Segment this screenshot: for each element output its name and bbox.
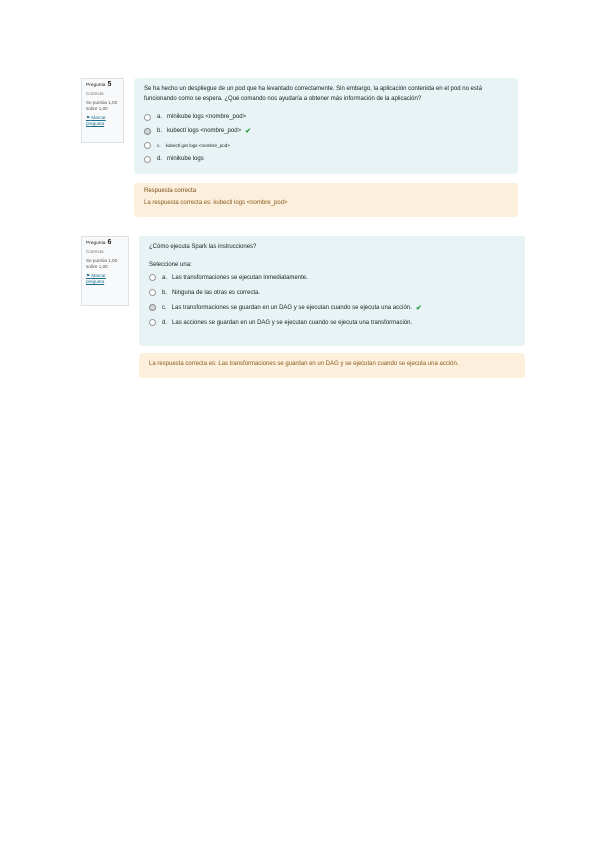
answer-letter: a. — [157, 114, 163, 120]
flag-question-link[interactable] — [86, 115, 119, 127]
question-content-6 — [139, 236, 525, 346]
radio-button[interactable] — [149, 289, 156, 296]
question-label: Pregunta — [86, 241, 106, 246]
question-content-5 — [134, 78, 518, 174]
question-grade: Se puntúa 1,00 sobre 1,00 — [86, 100, 118, 111]
answer-letter: c. — [162, 304, 167, 311]
answer-option-a[interactable] — [149, 270, 515, 285]
flag-question-label: Marcar pregunta — [86, 115, 106, 126]
radio-button[interactable] — [144, 142, 151, 149]
radio-button-selected[interactable] — [149, 304, 156, 311]
question-number: 6 — [107, 239, 112, 246]
checkmark-icon: ✔ — [245, 128, 251, 135]
answer-option-d[interactable] — [149, 315, 515, 330]
radio-button[interactable] — [149, 274, 156, 281]
answer-prompt: Seleccione una: — [149, 262, 192, 268]
feedback-title: Respuesta correcta — [144, 188, 197, 194]
answer-text: Las transformaciones se guardan en un DAG y se ejecutan cuando se ejecuta una acción. — [171, 304, 412, 311]
radio-button[interactable] — [144, 114, 151, 121]
question-label: Pregunta — [86, 83, 106, 88]
feedback-text: La respuesta correcta es: kubectl logs <nombre_pod> — [144, 200, 288, 206]
answer-text: kubectl get logs <nombre_pod> — [165, 142, 230, 148]
question-number: 5 — [107, 81, 112, 88]
answer-text: kubectl logs <nombre_pod> — [167, 128, 242, 134]
feedback-text: La respuesta correcta es: Las transformaciones se guardan en un DAG y se ejecutan cuando se ejecuta una acción. — [149, 361, 459, 367]
question-grade: Se puntúa 1,00 sobre 1,00 — [86, 258, 118, 269]
answer-option-c[interactable] — [149, 300, 515, 315]
answer-text: Ninguna de las otras es correcta. — [172, 289, 261, 296]
answer-text: Las acciones se guardan en un DAG y se ejecutan cuando se ejecuta una transformación. — [172, 319, 413, 326]
answer-letter: a. — [162, 274, 168, 281]
feedback-box-5 — [134, 183, 518, 217]
answer-letter: d. — [157, 156, 163, 162]
answer-letter: b. — [162, 289, 168, 296]
answer-text: minikube logs <nombre_pod> — [167, 114, 247, 120]
radio-button-selected[interactable] — [144, 128, 151, 135]
question-text: Se ha hecho un despliegue de un pod que ha levantado correctamente. Sin embargo, la aplicación contenida en el pod no está funcionando como se espera. ¿Qué comando nos ayudaría a obtener más información de la aplicación? — [144, 86, 482, 102]
answer-letter: b. — [157, 128, 163, 134]
question-text: ¿Cómo ejecuta Spark las instrucciones? — [149, 244, 257, 250]
radio-button[interactable] — [144, 156, 151, 163]
feedback-box-6 — [139, 353, 525, 378]
question-info-5 — [81, 78, 124, 143]
flag-icon: ⚑ — [86, 273, 91, 278]
answer-text: Las transformaciones se ejecutan inmediatamente. — [172, 274, 308, 281]
checkmark-icon: ✔ — [415, 304, 422, 312]
flag-question-label: Marcar pregunta — [86, 273, 106, 284]
answer-option-a[interactable] — [144, 110, 508, 124]
answer-option-d[interactable] — [144, 152, 508, 166]
answer-list — [144, 110, 508, 166]
question-info-6 — [81, 236, 129, 306]
question-state: Correcta — [86, 249, 104, 254]
answer-option-b[interactable] — [144, 124, 508, 138]
answer-text: minikube logs — [167, 156, 204, 162]
flag-question-link[interactable] — [86, 273, 124, 285]
answer-option-c[interactable] — [144, 138, 508, 152]
answer-option-b[interactable] — [149, 285, 515, 300]
answer-letter: d. — [162, 319, 168, 326]
flag-icon: ⚑ — [86, 115, 91, 120]
answer-letter: c. — [157, 142, 161, 148]
radio-button[interactable] — [149, 319, 156, 326]
question-state: Correcta — [86, 91, 104, 96]
answer-list — [149, 270, 515, 330]
